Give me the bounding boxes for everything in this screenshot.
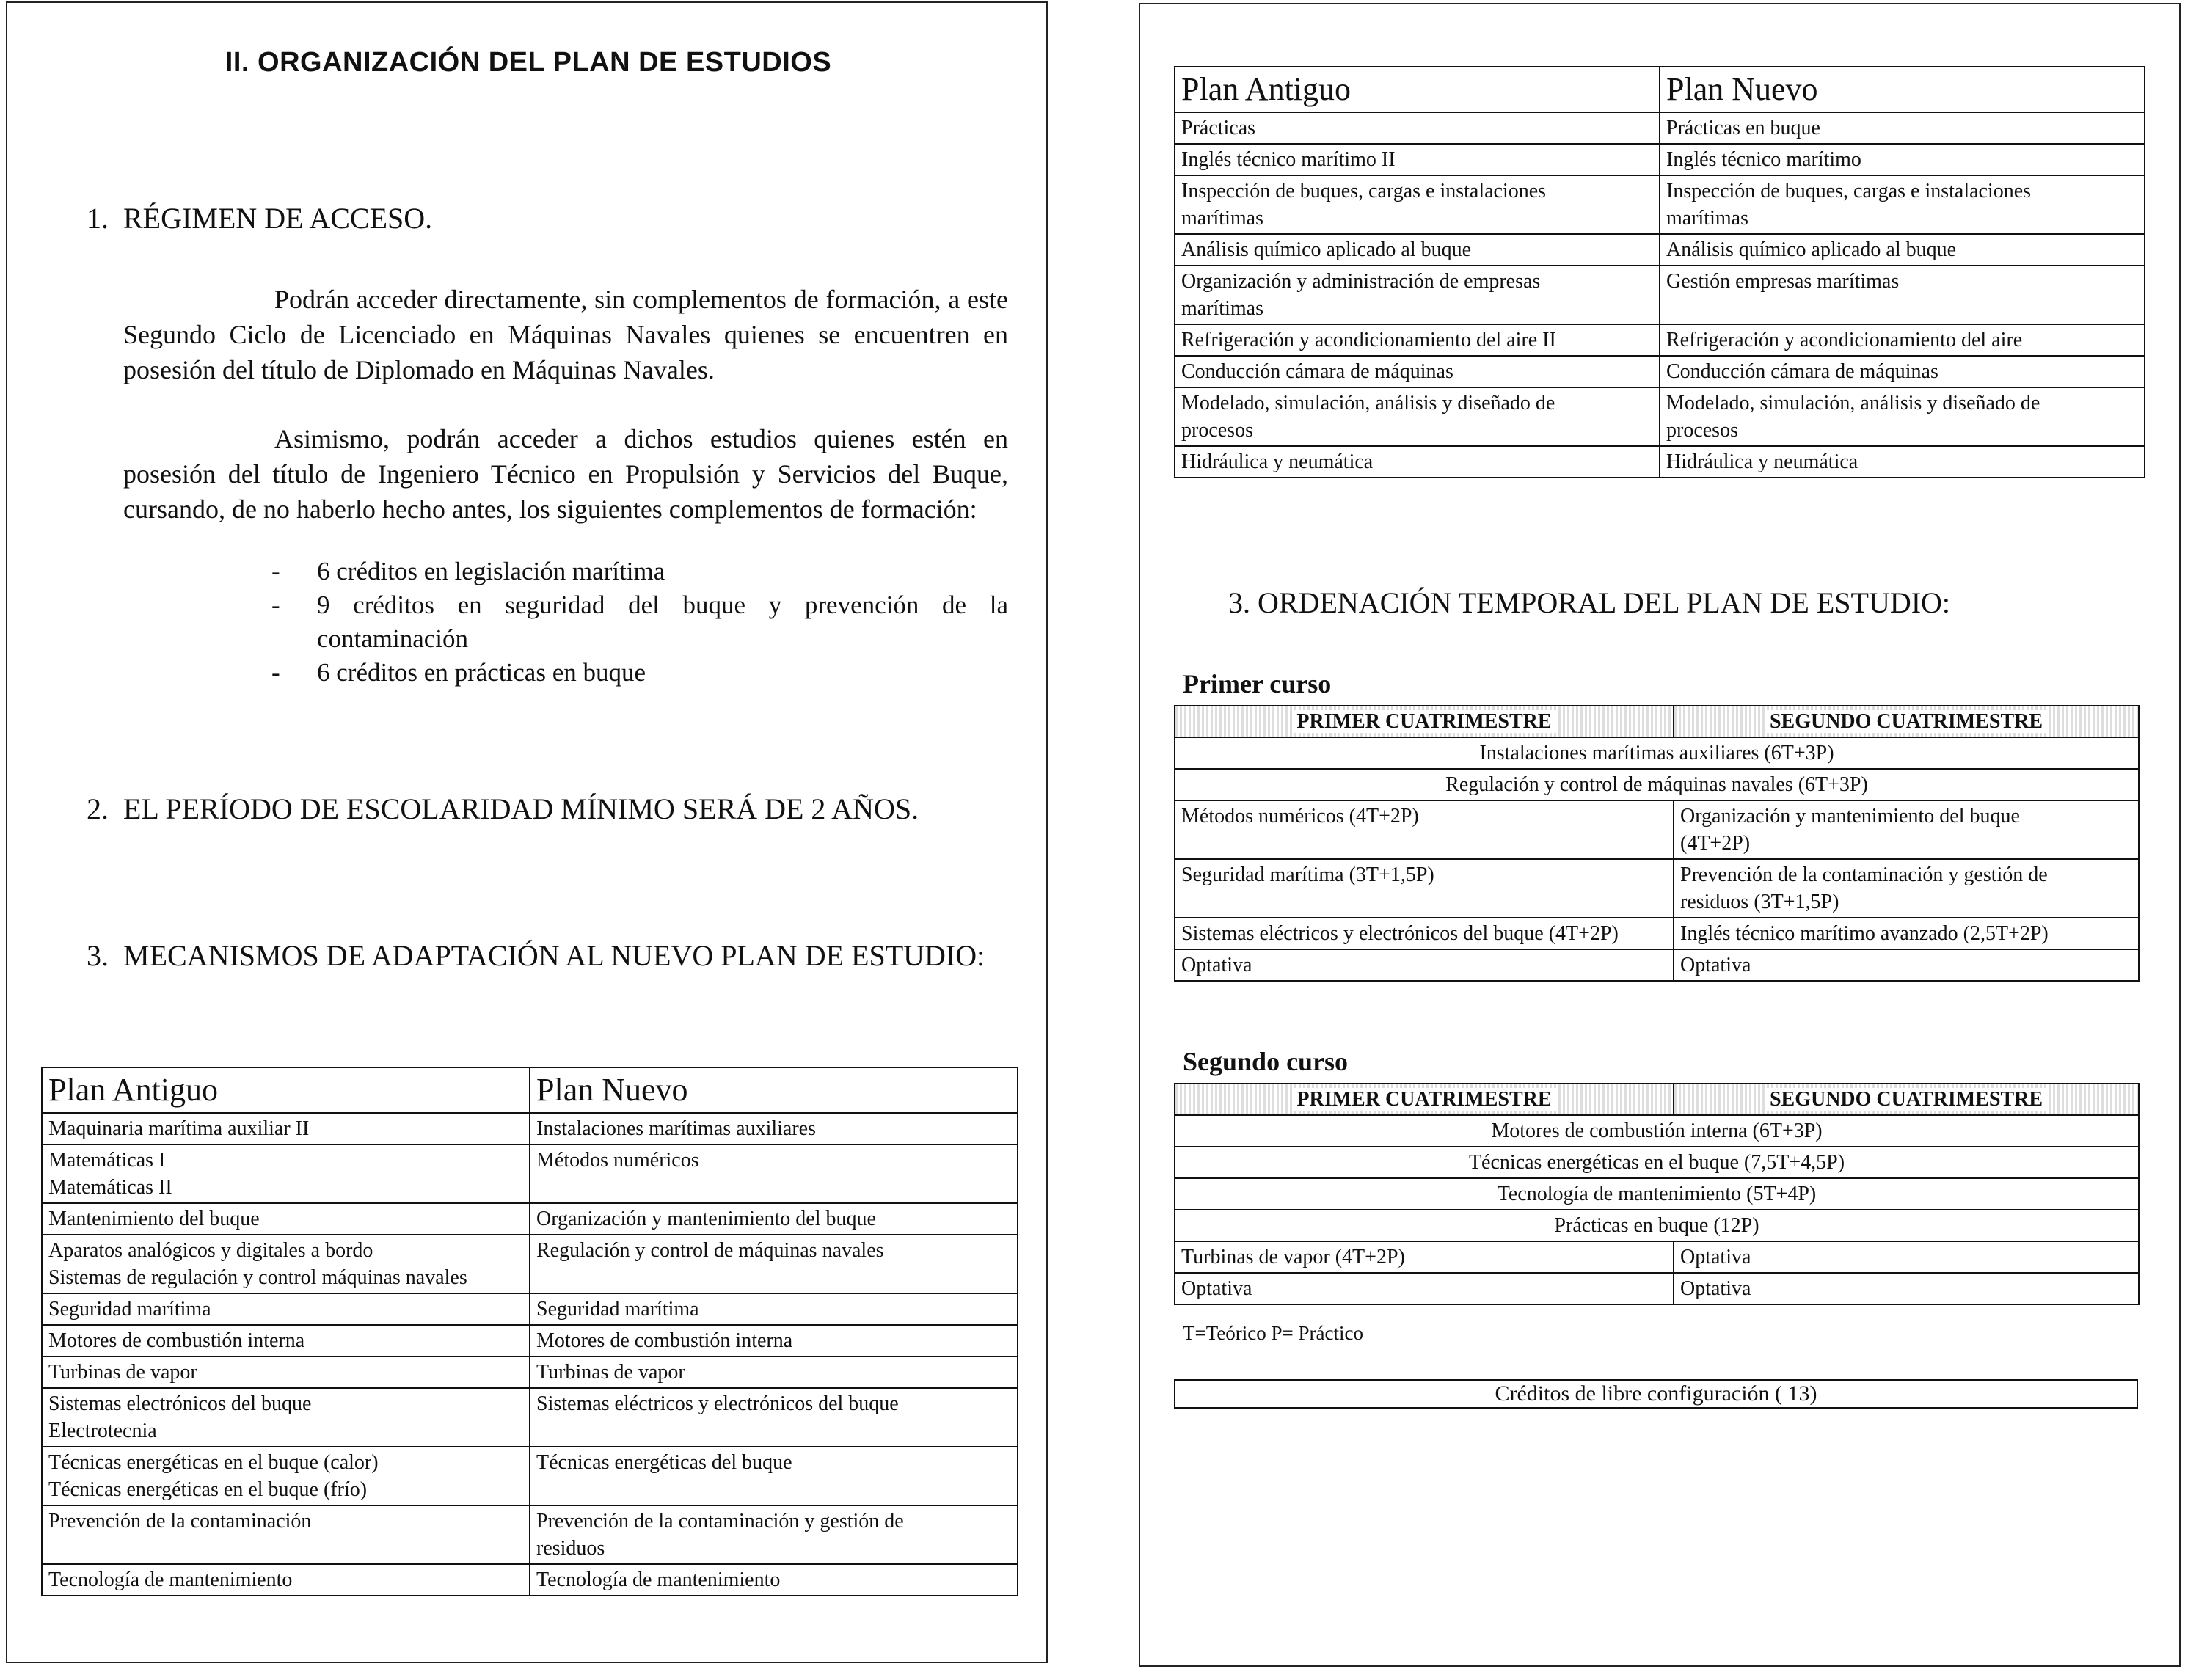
free-credits-box: Créditos de libre configuración ( 13) [1174,1379,2138,1409]
old-plan-cell: Prácticas [1175,112,1660,144]
access-paragraph-1: Podrán acceder directamente, sin complementos de formación, a este Segundo Ciclo de Licenciado en Máquinas Navales quienes se encuentren en posesión del título de Diplomado en Máquinas Navales. [123,285,1008,384]
section-title: MECANISMOS DE ADAPTACIÓN AL NUEVO PLAN DE ESTUDIO: [123,939,985,972]
table-row [42,1356,1018,1388]
new-plan-cell: Métodos numéricos [530,1144,1018,1203]
new-plan-cell: Hidráulica y neumática [1660,446,2145,478]
table-row [1175,1147,2139,1178]
table-row [1175,356,2145,387]
second-year-schedule-table [1174,1083,2140,1305]
old-plan-cell: Organización y administración de empresas marítimas [1175,266,1660,324]
new-plan-cell: Conducción cámara de máquinas [1660,356,2145,387]
first-semester-header: PRIMER CUATRIMESTRE [1175,1084,1674,1115]
first-semester-subject-cell: Turbinas de vapor (4T+2P) [1175,1241,1674,1273]
table-row [1175,737,2139,769]
second-semester-header: SEGUNDO CUATRIMESTRE [1674,706,2139,737]
second-semester-subject-cell: Prevención de la contaminación y gestión de residuos (3T+1,5P) [1674,859,2139,918]
new-plan-cell: Turbinas de vapor [530,1356,1018,1388]
new-plan-cell: Gestión empresas marítimas [1660,266,2145,324]
first-year-label: Primer curso [1183,669,1332,698]
new-plan-cell: Instalaciones marítimas auxiliares [530,1113,1018,1144]
second-semester-subject-cell: Optativa [1674,1273,2139,1304]
table-row [1175,387,2145,446]
table-row [42,1235,1018,1293]
bullet-dash: - [271,591,280,619]
table-row [1175,1273,2139,1304]
new-plan-cell: Sistemas eléctricos y electrónicos del buque [530,1388,1018,1447]
column-header-new-plan: Plan Nuevo [1660,67,2145,112]
table-row [1175,1115,2139,1147]
section-3-ordering-heading: 3. ORDENACIÓN TEMPORAL DEL PLAN DE ESTUDIO: [1228,586,1951,619]
old-plan-cell: Sistemas electrónicos del buque Electrotecnia [42,1388,530,1447]
section-number: 2. [87,792,109,825]
new-plan-cell: Refrigeración y acondicionamiento del aire [1660,324,2145,356]
table-row [42,1447,1018,1505]
table-row [42,1293,1018,1325]
first-semester-subject-cell: Seguridad marítima (3T+1,5P) [1175,859,1674,918]
adaptation-table-left [41,1067,1018,1596]
left-page [6,1,1048,1663]
column-header-new-plan: Plan Nuevo [530,1067,1018,1113]
semester-header-row [1175,706,2139,737]
table-row [1175,1241,2139,1273]
table-row [42,1325,1018,1356]
old-plan-cell: Aparatos analógicos y digitales a bordo Sistemas de regulación y control máquinas navales [42,1235,530,1293]
second-semester-header: SEGUNDO CUATRIMESTRE [1674,1084,2139,1115]
new-plan-cell: Inglés técnico marítimo [1660,144,2145,175]
adaptation-table-body [1175,112,2145,478]
table-header-row [1175,67,2145,112]
new-plan-cell: Tecnología de mantenimiento [530,1564,1018,1596]
old-plan-cell: Seguridad marítima [42,1293,530,1325]
new-plan-cell: Técnicas energéticas del buque [530,1447,1018,1505]
second-semester-subject-cell: Organización y mantenimiento del buque (4T+2P) [1674,800,2139,859]
list-item: - 6 créditos en legislación marítima [271,555,1008,588]
table-row [42,1144,1018,1203]
table-row [1175,918,2139,949]
new-plan-cell: Modelado, simulación, análisis y diseñado de procesos [1660,387,2145,446]
annual-subject-cell: Prácticas en buque (12P) [1175,1210,2139,1241]
new-plan-cell: Prevención de la contaminación y gestión de residuos [530,1505,1018,1564]
second-semester-subject-cell: Optativa [1674,1241,2139,1273]
second-year-label: Segundo curso [1183,1047,1349,1076]
old-plan-cell: Hidráulica y neumática [1175,446,1660,478]
old-plan-cell: Conducción cámara de máquinas [1175,356,1660,387]
table-row [1175,446,2145,478]
adaptation-table-right [1174,66,2145,478]
column-header-old-plan: Plan Antiguo [1175,67,1660,112]
section-3-heading [87,938,985,973]
adaptation-table-body [42,1113,1018,1596]
old-plan-cell: Mantenimiento del buque [42,1203,530,1235]
new-plan-cell: Regulación y control de máquinas navales [530,1235,1018,1293]
first-semester-subject-cell: Sistemas eléctricos y electrónicos del buque (4T+2P) [1175,918,1674,949]
old-plan-cell: Inspección de buques, cargas e instalaciones marítimas [1175,175,1660,234]
table-row [42,1203,1018,1235]
section-title: EL PERÍODO DE ESCOLARIDAD MÍNIMO SERÁ DE 2 AÑOS. [123,792,919,825]
new-plan-cell: Organización y mantenimiento del buque [530,1203,1018,1235]
table-row [1175,144,2145,175]
table-row [42,1113,1018,1144]
complements-list [271,555,1008,690]
table-row [1175,1178,2139,1210]
table-row [1175,859,2139,918]
list-item: - 9 créditos en seguridad del buque y prevención de la contaminación [271,588,1008,656]
column-header-old-plan: Plan Antiguo [42,1067,530,1113]
section-number: 1. [87,202,109,235]
old-plan-cell: Matemáticas I Matemáticas II [42,1144,530,1203]
annual-subject-cell: Tecnología de mantenimiento (5T+4P) [1175,1178,2139,1210]
new-plan-cell: Análisis químico aplicado al buque [1660,234,2145,266]
table-row [1175,1210,2139,1241]
table-header-row [42,1067,1018,1113]
table-row [1175,800,2139,859]
first-semester-subject-cell: Métodos numéricos (4T+2P) [1175,800,1674,859]
annual-subject-cell: Motores de combustión interna (6T+3P) [1175,1115,2139,1147]
section-title: RÉGIMEN DE ACCESO. [123,202,433,235]
table-row [1175,112,2145,144]
access-paragraph-2: Asimismo, podrán acceder a dichos estudios quienes estén en posesión del título de Ingeniero Técnico en Propulsión y Servicios del Buque, cursando, de no haberlo hecho antes, los siguientes complementos de formación: [123,424,1008,524]
table-row [1175,266,2145,324]
table-row [42,1564,1018,1596]
new-plan-cell: Inspección de buques, cargas e instalaciones marítimas [1660,175,2145,234]
first-semester-subject-cell: Optativa [1175,949,1674,981]
list-item: - 6 créditos en prácticas en buque [271,656,1008,690]
old-plan-cell: Técnicas energéticas en el buque (calor) Técnicas energéticas en el buque (frío) [42,1447,530,1505]
old-plan-cell: Inglés técnico marítimo II [1175,144,1660,175]
new-plan-cell: Prácticas en buque [1660,112,2145,144]
old-plan-cell: Refrigeración y acondicionamiento del aire II [1175,324,1660,356]
table-row [1175,175,2145,234]
table-row [1175,234,2145,266]
new-plan-cell: Seguridad marítima [530,1293,1018,1325]
first-semester-subject-cell: Optativa [1175,1273,1674,1304]
table-row [42,1388,1018,1447]
old-plan-cell: Análisis químico aplicado al buque [1175,234,1660,266]
table-row [1175,769,2139,800]
annual-subject-cell: Regulación y control de máquinas navales (6T+3P) [1175,769,2139,800]
old-plan-cell: Maquinaria marítima auxiliar II [42,1113,530,1144]
first-semester-header: PRIMER CUATRIMESTRE [1175,706,1674,737]
section-1-heading [87,201,432,235]
section-2-heading [87,792,919,826]
annual-subject-cell: Técnicas energéticas en el buque (7,5T+4,5P) [1175,1147,2139,1178]
old-plan-cell: Turbinas de vapor [42,1356,530,1388]
old-plan-cell: Motores de combustión interna [42,1325,530,1356]
old-plan-cell: Modelado, simulación, análisis y diseñado de procesos [1175,387,1660,446]
legend-note: T=Teórico P= Práctico [1183,1322,1363,1344]
semester-header-row [1175,1084,2139,1115]
section-number: 3. [87,939,109,972]
bullet-dash: - [271,557,280,585]
table-row [42,1505,1018,1564]
second-semester-subject-cell: Optativa [1674,949,2139,981]
old-plan-cell: Tecnología de mantenimiento [42,1564,530,1596]
table-row [1175,949,2139,981]
document-title: II. ORGANIZACIÓN DEL PLAN DE ESTUDIOS [225,47,832,78]
second-semester-subject-cell: Inglés técnico marítimo avanzado (2,5T+2P) [1674,918,2139,949]
bullet-dash: - [271,658,280,687]
annual-subject-cell: Instalaciones marítimas auxiliares (6T+3P) [1175,737,2139,769]
new-plan-cell: Motores de combustión interna [530,1325,1018,1356]
old-plan-cell: Prevención de la contaminación [42,1505,530,1564]
right-page [1139,3,2181,1667]
first-year-schedule-table [1174,705,2140,982]
table-row [1175,324,2145,356]
